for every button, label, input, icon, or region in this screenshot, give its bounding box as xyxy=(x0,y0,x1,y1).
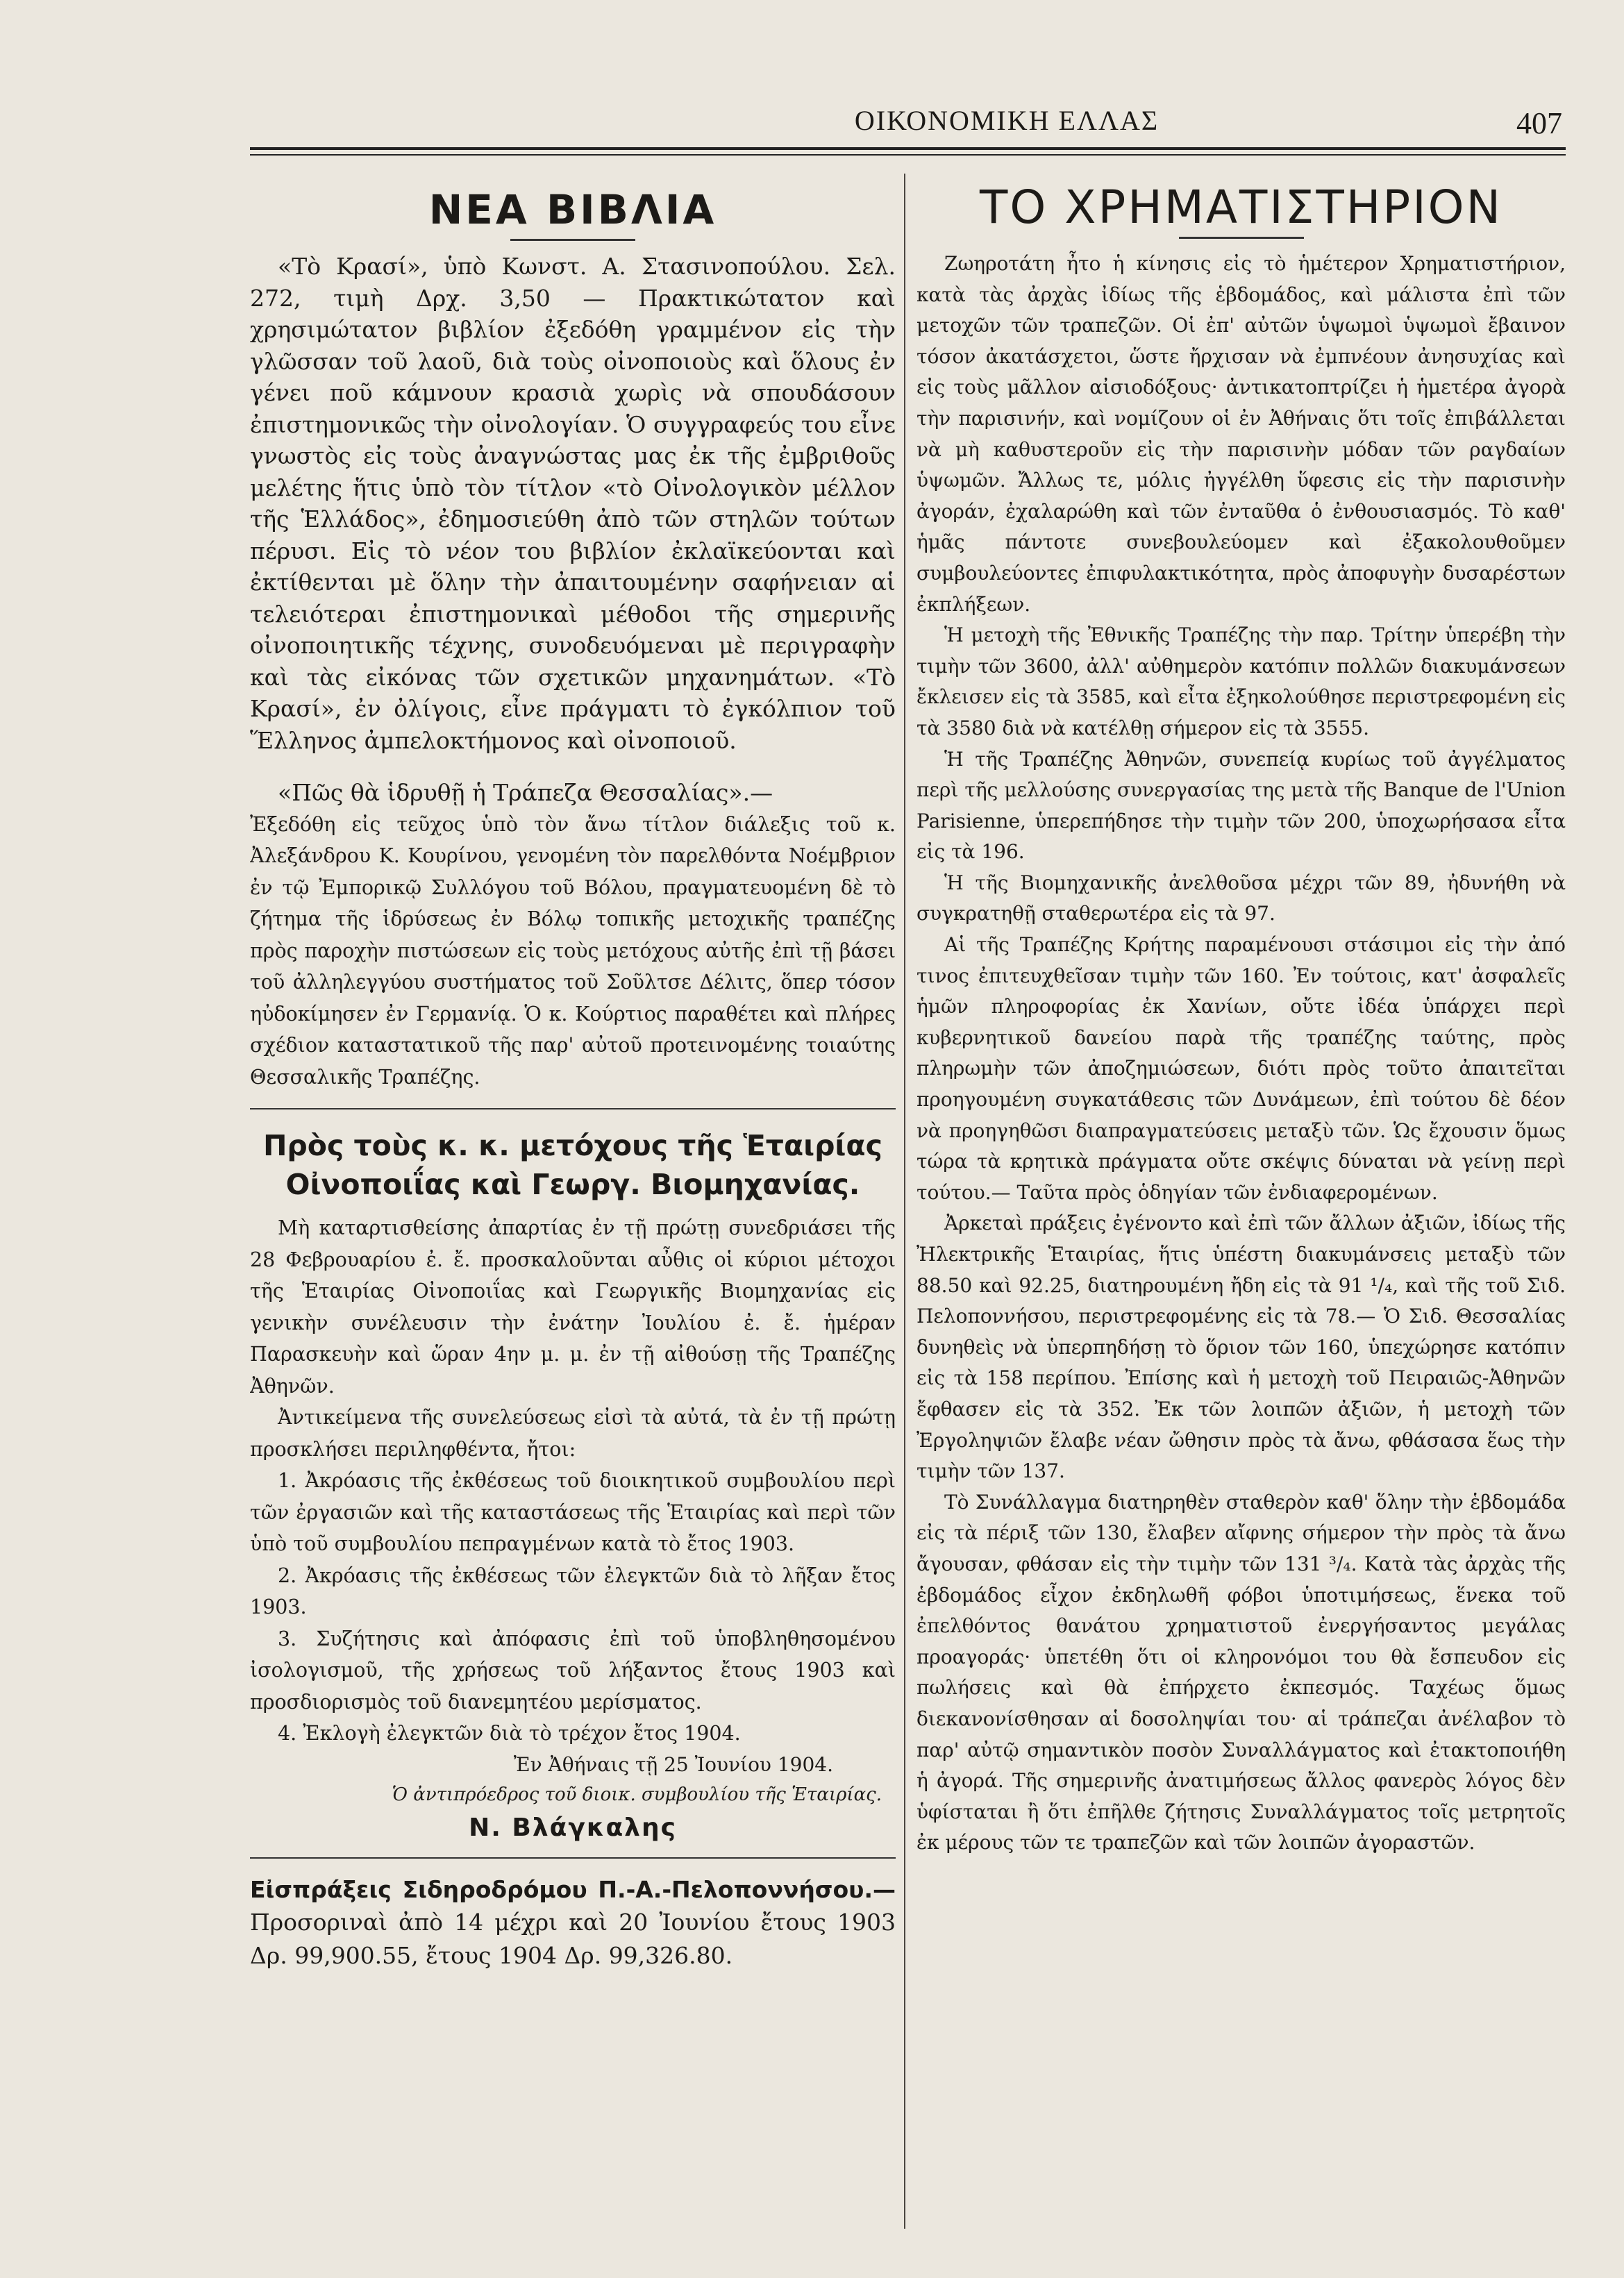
article-separator xyxy=(250,1857,896,1859)
header-rule-thin xyxy=(250,154,1566,156)
column-divider xyxy=(904,174,905,2229)
market-paragraph: Ἀρκεταὶ πράξεις ἐγένοντο καὶ ἐπὶ τῶν ἄλλων ἀξιῶν, ἰδίως τῆς Ἠλεκτρικῆς Ἑταιρίας, ἥτις ὑπέστη διακυμάνσεις μεταξὺ τῶν 88.50 καὶ 92.25, διατηρουμένη ἤδη εἰς τὰ 91 ¹/₄, καὶ τῆς τοῦ Σιδ. Πελοποννήσου, περιστρεφομένης εἰς τὰ 78.— Ὁ Σιδ. Θεσσαλίας δυνηθεὶς νὰ ὑπερπηδήσῃ τὸ ὅριον τῶν 160, ὑπεχώρησε κατόπιν εἰς τὰ 158 περίπου. Ἐπίσης καὶ ἡ μετοχὴ τοῦ Πειραιῶς-Ἀθηνῶν ἔφθασεν εἰς τὰ 352. Ἐκ τῶν λοιπῶν ἀξιῶν, ἡ μετοχὴ τῶν Ἐργοληψιῶν ἔλαβε νέαν ὤθησιν πρὸς τὰ ἄνω, φθάσασα ἕως τὴν τιμὴν τῶν 137. xyxy=(916,1212,1566,1483)
section-title-new-books: ΝΕΑ ΒΙΒΛΙΑ xyxy=(428,186,717,233)
header-rule xyxy=(250,147,1566,150)
left-column xyxy=(250,174,896,2243)
section-title-stock-exchange: ΤΟ ΧΡΗΜΑΤΙΣΤΗΡΙΟΝ xyxy=(980,181,1502,234)
market-paragraph: Αἱ τῆς Τραπέζης Κρήτης παραμένουσι στάσιμοι εἰς τὴν ἀπό τινος ἐπιτευχθεῖσαν τιμὴν τῶν 160. Ἐν τούτοις, κατ' ἀσφαλεῖς ἡμῶν πληροφορίας ἐκ Χανίων, οὔτε ἰδέα ὑπάρχει περὶ κυβερνητικοῦ δανείου παρὰ τῆς τραπέζης ταύτης, πρὸς πληρωμὴν τῶν ἀποζημιώσεων, διότι πρὸς τοῦτο ἀπαιτεῖται προηγουμένη συγκατάθεσις τῶν Δυνάμεων, ἐπὶ τούτου δὲ δέον νὰ προηγηθῶσι διαπραγματεύσεις μεταξὺ τῶν. Ὡς ἔχουσιν ὅμως τώρα τὰ κρητικὰ πράγματα οὔτε σκέψις δύναται νὰ γείνῃ περὶ τούτου.— Ταῦτα πρὸς ὁδηγίαν τῶν ἐνδιαφερομένων. xyxy=(916,933,1566,1204)
spacer xyxy=(250,756,896,777)
running-head xyxy=(250,104,1569,146)
agenda-item: 3. Συζήτησις καὶ ἀπόφασις ἐπὶ τοῦ ὑποβληθησομένου ἰσολογισμοῦ, τῆς χρήσεως τοῦ λήξαντος ἔτους 1903 καὶ προσδιορισμὸς τοῦ διανεμητέου μερίσματος. xyxy=(250,1627,896,1714)
market-paragraph: Ζωηροτάτη ἦτο ἡ κίνησις εἰς τὸ ἡμέτερον Χρηματιστήριον, κατὰ τὰς ἀρχὰς ἰδίως τῆς ἑβδομάδος, καὶ μάλιστα ἐπὶ τῶν μετοχῶν τῶν τραπεζῶν. Οἱ ἐπ' αὐτῶν ὑψωμοὶ ὑψωμοὶ ἔβαινον τόσον ἀκατάσχετοι, ὥστε ἤρχισαν νὰ ἐμπνέουν ἀνησυχίας καὶ εἰς τοὺς μᾶλλον αἰσιοδόξους· ἀντικατοπτρίζει ἡ ἡμετέρα ἀγορὰ τὴν παρισινήν, καὶ νομίζουν οἱ ἐν Ἀθήναις ὅτι τοῖς ἐπιβάλλεται νὰ μὴ καθυστεροῦν εἰς τὴν παρισινὴν μόδαν τῶν ραγδαίων ὑψωμῶν. Ἄλλως τε, μόλις ἠγγέλθη ὕφεσις εἰς τὴν παρισινὴν ἀγοράν, ἐχαλαρώθη καὶ τῶν ἐνταῦθα ὁ ἐνθουσιασμός. Τὸ καθ' ἡμᾶς πάντοτε συνεβουλεύομεν καὶ ἐξακολουθοῦμεν συμβουλεύοντες ἐπιφυλακτικότητα, πρὸς ἀποφυγὴν δυσαρέστων ἐκπλήξεων. xyxy=(916,252,1566,616)
notice-paragraph: Μὴ καταρτισθείσης ἀπαρτίας ἐν τῇ πρώτῃ συνεδριάσει τῆς 28 Φεβρουαρίου ἐ. ἔ. προσκαλοῦνται αὖθις οἱ κύριοι μέτοχοι τῆς Ἑταιρίας Οἰνοποιΐας καὶ Γεωργικῆς Βιομηχανίας εἰς γενικὴν συνέλευσιν τὴν ἐνάτην Ἰουλίου ἐ. ἔ. ἡμέραν Παρασκευὴν καὶ ὥραν 4ην μ. μ. ἐν τῇ αἰθούσῃ τῆς Τραπέζης Ἀθηνῶν. xyxy=(250,1216,896,1398)
bank-item-title: «Πῶς θὰ ἱδρυθῇ ἡ Τράπεζα Θεσσαλίας».— xyxy=(278,779,773,806)
market-paragraph: Τὸ Συνάλλαγμα διατηρηθὲν σταθερὸν καθ' ὅλην τὴν ἑβδομάδα εἰς τὰ πέριξ τῶν 130, ἔλαβεν αἴφνης σήμερον τὴν πρὸς τὰ ἄνω ἄγουσαν, φθάσαν εἰς τὴν τιμὴν τῶν 131 ³/₄. Κατὰ τὰς ἀρχὰς τῆς ἑβδομάδος εἶχον ἐκδηλωθῆ φόβοι ὑποτιμήσεως, ἕνεκα τοῦ ἐπελθόντος θανάτου χρηματιστοῦ ἐνεργήσαντος μεγάλας προαγοράς· ὑπετέθη ὅτι οἱ κληρονόμοι του θὰ ἔσπευδον εἰς πωλήσεις καὶ θὰ ἐπήρχετο ἐκπεσμός. Ταχέως ὅμως διεκανονίσθησαν αἱ δοσοληψίαι του· αἱ τράπεζαι ἀνέλαβον τὸ παρ' αὐτῷ σημαντικὸν ποσὸν Συναλλάγματος καὶ ἐτακτοποιήθη ἡ ἀγορά. Τῆς σημερινῆς ἀνατιμήσεως ἄλλος φανερὸς λόγος δὲν ὑφίσταται ἢ ὅτι ἐπῆλθε ζήτησις Συναλλάγματος τοῖς μετρητοῖς ἐκ μέρους τῶν τε τραπεζῶν καὶ τῶν λοιπῶν ἀγοραστῶν. xyxy=(916,1490,1566,1854)
agenda-intro: Ἀντικείμενα τῆς συνελεύσεως εἰσὶ τὰ αὐτά, τὰ ἐν τῇ πρώτῃ προσκλήσει περιληφθέντα, ἤτοι: xyxy=(250,1406,896,1461)
agenda-item: 1. Ἀκρόασις τῆς ἐκθέσεως τοῦ διοικητικοῦ συμβουλίου περὶ τῶν ἐργασιῶν καὶ τῆς καταστάσεως τῆς Ἑταιρίας καὶ περὶ τῶν ὑπὸ τοῦ συμβουλίου πεπραγμένων κατὰ τὸ ἔτος 1903. xyxy=(250,1469,896,1555)
agenda-item: 2. Ἀκρόασις τῆς ἐκθέσεως τῶν ἐλεγκτῶν διὰ τὸ λῆξαν ἔτος 1903. xyxy=(250,1564,896,1618)
bank-item-text: Ἐξεδόθη εἰς τεῦχος ὑπὸ τὸν ἄνω τίτλον διάλεξις τοῦ κ. Ἀλεξάνδρου Κ. Κουρίνου, γενομένη τὸν παρελθόντα Νοέμβριον ἐν τῷ Ἐμπορικῷ Συλλόγου τοῦ Βόλου, πραγματευομένη δὲ τὸ ζήτημα τῆς ἱδρύσεως ἐν Βόλῳ τοπικῆς μετοχικῆς τραπέζης πρὸς παροχὴν πιστώσεων εἰς τοὺς μετόχους αὐτῆς ἐπὶ τῇ βάσει τοῦ ἀλληλεγγύου συστήματος τοῦ Σοῦλτσε Δέλιτς, ὅπερ τόσον ηὐδοκίμησεν ἐν Γερμανίᾳ. Ὁ κ. Κούρτιος παραθέτει καὶ πλήρες σχέδιον καταστατικοῦ τῆς παρ' αὐτοῦ προτεινομένης τοιαύτης Θεσσαλικῆς Τραπέζης. xyxy=(250,812,896,1089)
title-underline xyxy=(510,239,635,241)
market-paragraph: Ἡ τῆς Βιομηχανικῆς ἀνελθοῦσα μέχρι τῶν 89, ἠδυνήθη νὰ συγκρατηθῇ σταθερωτέρα εἰς τὰ 97. xyxy=(916,871,1566,926)
signature-name: Ν. Βλάγκαλης xyxy=(469,1813,677,1842)
railway-earnings xyxy=(250,1874,896,1973)
journal-title: ΟΙΚΟΝΟΜΙΚΗ ΕΛΛΑΣ xyxy=(854,105,1160,136)
railway-earnings-text: Προσοριναὶ ἀπὸ 14 μέχρι καὶ 20 Ἰουνίου ἔτους 1903 Δρ. 99,900.55, ἔτους 1904 Δρ. 99,326.80. xyxy=(250,1909,896,1969)
book-review-paragraph: «Τὸ Κρασί», ὑπὸ Κωνστ. Α. Στασινοπούλου. Σελ. 272, τιμὴ Δρχ. 3,50 — Πρακτικώτατον καὶ χρησιμώτατον βιβλίον ἐξεδόθη γραμμένον εἰς τὴν γλῶσσαν τοῦ λαοῦ, διὰ τοὺς οἰνοποιοὺς καὶ ὅλους ἐν γένει ποῦ κάμνουν κρασιὰ χωρὶς νὰ σπουδάσουν ἐπιστημονικῶς τὴν οἰνολογίαν. Ὁ συγγραφεύς του εἶνε γνωστὸς εἰς τοὺς ἀναγνώστας μας ἐκ τῆς ἐμβριθοῦς μελέτης ἥτις ὑπὸ τὸν τίτλον «τὸ Οἰνολογικὸν μέλλον τῆς Ἑλλάδος», ἐδημοσιεύθη ἀπὸ τῶν στηλῶν τούτων πέρυσι. Εἰς τὸ νέον του βιβλίον ἐκλαϊκεύονται καὶ ἐκτίθενται μὲ ὅλην τὴν ἀπαιτουμένην σαφήνειαν αἱ τελειότεραι ἐπιστημονικαὶ μέθοδοι τῆς σημερινῆς οἰνοποιητικῆς τέχνης, συνοδευόμεναι μὲ περιγραφὴν καὶ τὰς εἰκόνας τῶν σχετικῶν μηχανημάτων. «Τὸ Κρασί», ἐν ὀλίγοις, εἶνε πράγματι τὸ ἐγκόλπιον τοῦ Ἕλληνος ἀμπελοκτήμονος καὶ οἰνοποιοῦ. xyxy=(250,253,896,754)
page-number: 407 xyxy=(1516,106,1562,140)
notice-title: Πρὸς τοὺς κ. κ. μετόχους τῆς Ἑταιρίας Οἰνοποιΐας καὶ Γεωργ. Βιομηχανίας. xyxy=(263,1129,882,1201)
market-paragraph: Ἡ μετοχὴ τῆς Ἐθνικῆς Τραπέζης τὴν παρ. Τρίτην ὑπερέβη τὴν τιμὴν τῶν 3600, ἀλλ' αὐθημερὸν κατόπιν πολλῶν διακυμάνσεων ἔκλεισεν εἰς τὰ 3585, καὶ εἶτα ἐξηκολούθησε περιστρεφομένη εἰς τὰ 3580 διὰ νὰ κατέλθῃ σήμερον εἰς τὰ 3555. xyxy=(916,623,1566,739)
signature-place-date: Ἐν Ἀθήναις τῇ 25 Ἰουνίου 1904. xyxy=(513,1752,833,1776)
article-separator xyxy=(250,1108,896,1109)
title-underline xyxy=(1179,237,1304,239)
agenda-item: 4. Ἐκλογὴ ἐλεγκτῶν διὰ τὸ τρέχον ἔτος 1904. xyxy=(278,1722,741,1745)
market-paragraph: Ἡ τῆς Τραπέζης Ἀθηνῶν, συνεπείᾳ κυρίως τοῦ ἀγγέλματος περὶ τῆς μελλούσης συνεργασίας της μετὰ τῆς Banque de l'Union Parisienne, ὑπερεπήδησε τὴν τιμὴν τῶν 200, ὑποχωρήσασα εἶτα εἰς τὰ 196. xyxy=(916,747,1566,864)
signature-office: Ὁ ἀντιπρόεδρος τοῦ διοικ. συμβουλίου τῆς Ἑταιρίας. xyxy=(392,1784,882,1805)
right-column xyxy=(916,174,1566,2243)
railway-earnings-title: Εἰσπράξεις Σιδηροδρόμου Π.-Α.-Πελοποννήσου.— xyxy=(250,1875,896,1903)
